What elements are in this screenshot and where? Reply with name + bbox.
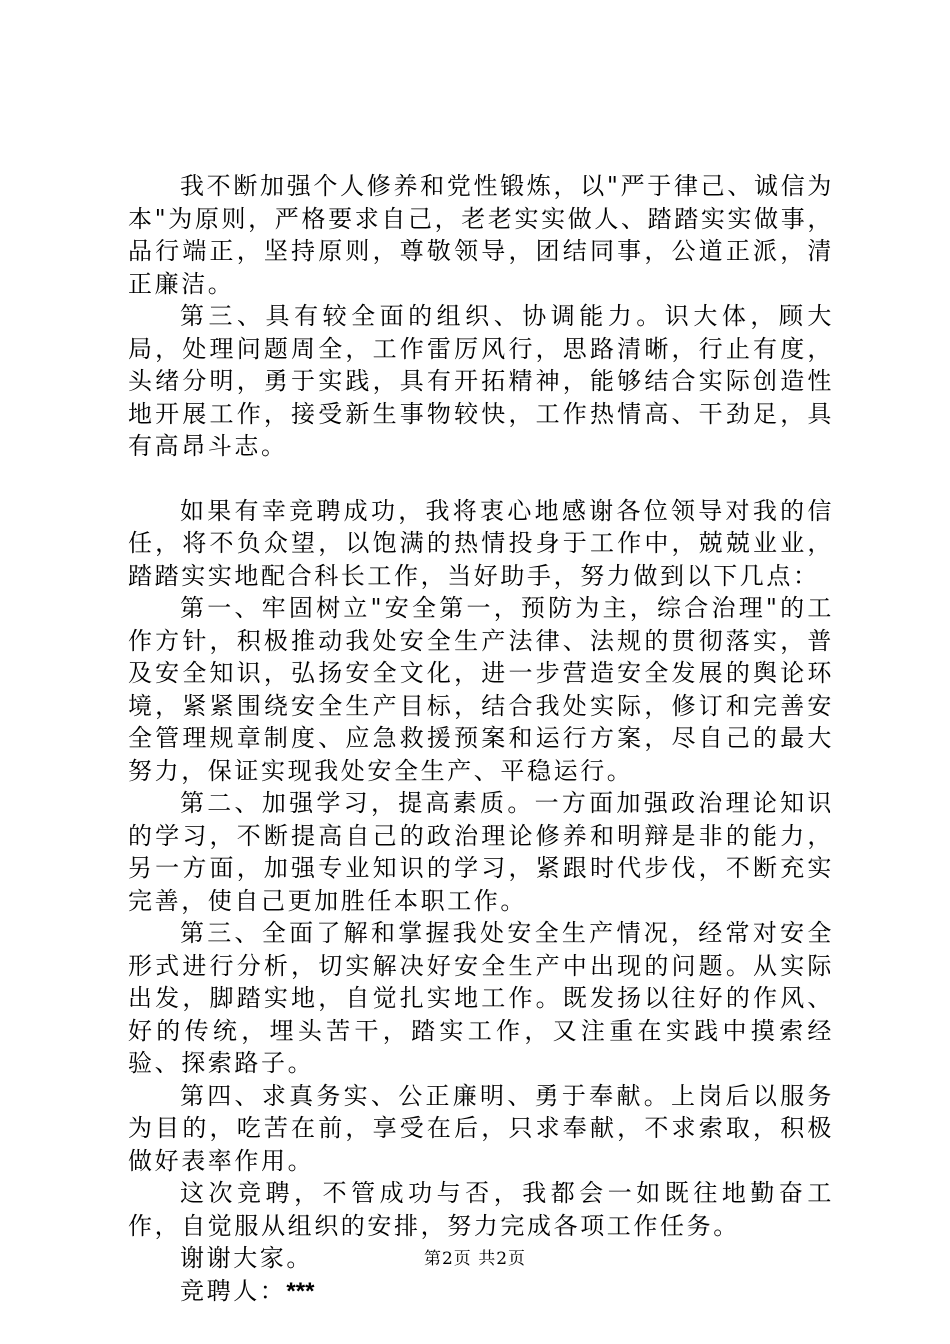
- paragraph-third-ability: 第三、具有较全面的组织、协调能力。识大体，顾大局，处理问题周全，工作雷厉风行，思路清晰，行止有度，头绪分明，勇于实践，具有开拓精神，能够结合实际创造性地开展工作，接受新生事物较快，工作热情高、干劲足，具有高昂斗志。: [128, 302, 834, 460]
- page-footer: 第2页 共2页: [423, 1249, 527, 1269]
- paragraph-self-discipline: 我不断加强个人修养和党性锻炼，以"严于律己、诚信为本"为原则，严格要求自己，老老实实做人、踏踏实实做事，品行端正，坚持原则，尊敬领导，团结同事，公道正派，清正廉洁。: [128, 172, 834, 298]
- paragraph-if-successful: 如果有幸竞聘成功，我将衷心地感谢各位领导对我的信任，将不负众望，以饱满的热情投身于工作中，兢兢业业，踏踏实实地配合科长工作，当好助手，努力做到以下几点：: [128, 496, 834, 590]
- document-body: [128, 170, 834, 1308]
- signer-line: [128, 1275, 834, 1309]
- paragraph-closing: 这次竞聘，不管成功与否，我都会一如既往地勤奋工作，自觉服从组织的安排，努力完成各项工作任务。: [128, 1179, 834, 1240]
- signer-name: ***: [286, 1277, 315, 1305]
- paragraph-thanks: 谢谢大家。: [180, 1244, 313, 1272]
- paragraph-point-one: 第一、牢固树立"安全第一，预防为主，综合治理"的工作方针，积极推动我处安全生产法律、法规的贯彻落实，普及安全知识，弘扬安全文化，进一步营造安全发展的舆论环境，紧紧围绕安全生产目标，结合我处实际，修订和完善安全管理规章制度、应急救援预案和运行方案，尽自己的最大努力，保证实现我处安全生产、平稳运行。: [128, 594, 834, 785]
- paragraph-point-two: 第二、加强学习，提高素质。一方面加强政治理论知识的学习，不断提高自己的政治理论修养和明辩是非的能力，另一方面，加强专业知识的学习，紧跟时代步伐，不断充实完善，使自己更加胜任本职工作。: [128, 789, 834, 915]
- signer-label: 竞聘人：: [180, 1276, 287, 1305]
- paragraph-point-four: 第四、求真务实、公正廉明、勇于奉献。上岗后以服务为目的，吃苦在前，享受在后，只求奉献，不求索取，积极做好表率作用。: [128, 1081, 834, 1175]
- paragraph-point-three: 第三、全面了解和掌握我处安全生产情况，经常对安全形式进行分析，切实解决好安全生产中出现的问题。从实际出发，脚踏实地，自觉扎实地工作。既发扬以往好的作风、好的传统，埋头苦干，踏实工作，又注重在实践中摸索经验、探索路子。: [128, 919, 834, 1077]
